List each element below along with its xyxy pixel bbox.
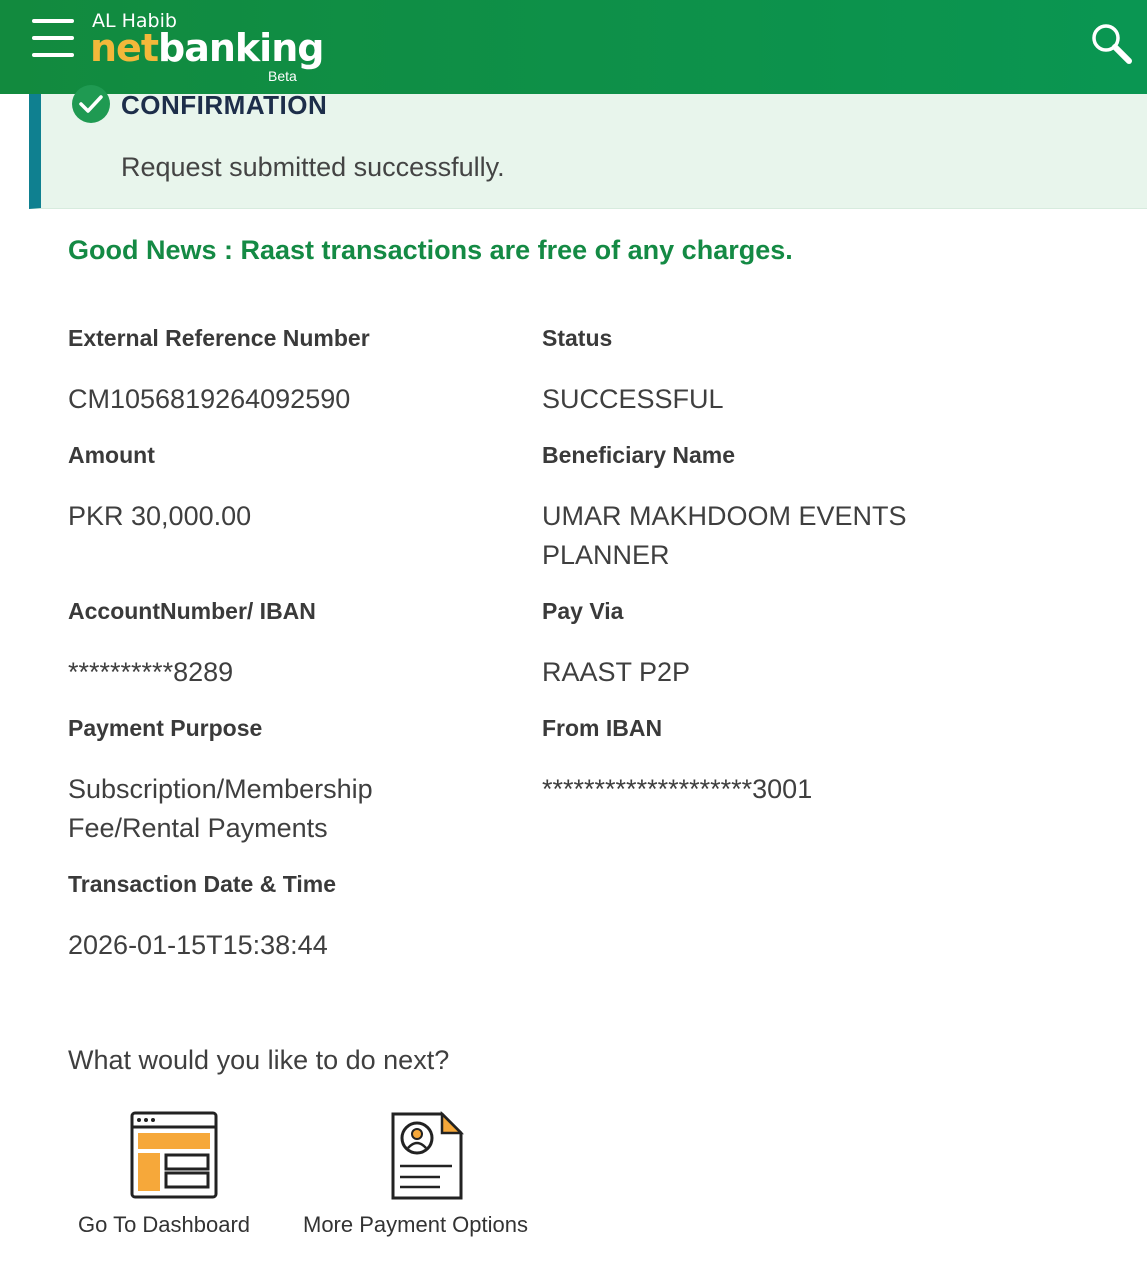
datetime-value: 2026-01-15T15:38:44 <box>68 930 328 960</box>
dashboard-icon <box>130 1111 218 1199</box>
confirmation-message: Request submitted successfully. <box>121 152 505 182</box>
purpose-label: Payment Purpose <box>68 715 263 741</box>
amount-label: Amount <box>68 442 155 468</box>
status-label: Status <box>542 325 613 351</box>
more-payment-options-button[interactable] <box>300 1105 560 1240</box>
search-icon[interactable] <box>1090 22 1134 66</box>
good-news-message: Good News : Raast transactions are free of any charges. <box>68 235 793 265</box>
pay-via-value: RAAST P2P <box>542 657 691 687</box>
hamburger-menu-icon[interactable] <box>32 19 74 59</box>
app-header <box>0 0 1147 94</box>
status-value: SUCCESSFUL <box>542 384 724 414</box>
from-iban-value: ********************3001 <box>542 774 813 804</box>
logo-banking-text: banking <box>158 26 324 70</box>
account-label: AccountNumber/ IBAN <box>68 598 316 624</box>
datetime-label: Transaction Date & Time <box>68 871 336 897</box>
go-to-dashboard-label: Go To Dashboard <box>78 1212 251 1237</box>
beneficiary-label: Beneficiary Name <box>542 442 736 468</box>
confirmation-banner <box>29 90 1147 209</box>
logo-net-text: net <box>90 26 158 70</box>
pay-via-label: Pay Via <box>542 598 624 624</box>
beneficiary-value: UMAR MAKHDOOM EVENTS PLANNER <box>542 501 907 570</box>
logo-beta-tag: Beta <box>268 68 297 84</box>
account-value: **********8289 <box>68 657 234 687</box>
from-iban-label: From IBAN <box>542 715 663 741</box>
purpose-value: Subscription/Membership Fee/Rental Payments <box>68 774 373 843</box>
next-actions-title: What would you like to do next? <box>68 1045 450 1075</box>
payment-document-icon <box>390 1111 464 1201</box>
confirmation-title: CONFIRMATION <box>121 90 328 120</box>
external-ref-value: CM1056819264092590 <box>68 384 351 414</box>
external-ref-label: External Reference Number <box>68 325 370 351</box>
more-payment-options-label: More Payment Options <box>303 1212 528 1237</box>
amount-value: PKR 30,000.00 <box>68 501 252 531</box>
logo-brand-text: AL Habib <box>92 10 177 32</box>
go-to-dashboard-button[interactable] <box>70 1105 280 1240</box>
logo-wordmark <box>90 26 323 70</box>
check-circle-icon <box>71 84 111 124</box>
bank-logo[interactable] <box>90 8 324 88</box>
